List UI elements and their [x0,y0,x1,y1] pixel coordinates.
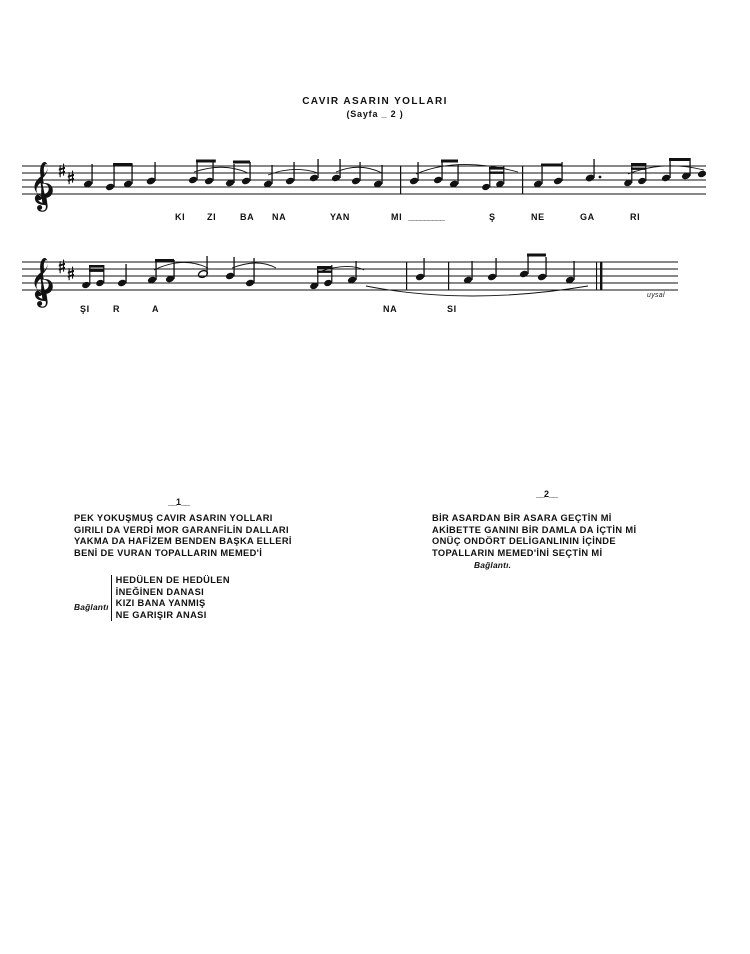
syllable: SI [447,304,457,314]
refrain-label: Bağlantı [74,602,109,613]
music-system-1 [18,148,718,218]
syllable: MI [391,212,403,222]
notes-system-2 [81,254,602,291]
verse-line: GIRILI DA VERDİ MOR GARANFİLİN DALLARI [74,524,289,535]
verse-2 [432,513,636,559]
refrain-line: KIZI BANA YANMIŞ [115,598,206,609]
verse-line: BENİ DE VURAN TOPALLARIN MEMED'İ [74,547,263,558]
verse-line: YAKMA DA HAFİZEM BENDEN BAŞKA ELLERİ [74,536,292,547]
verse-number-1: __1__ [168,497,190,507]
verse-line: AKİBETTE GANINI BİR DAMLA DA İÇTİN Mİ [432,524,637,535]
syllable: BA [240,212,255,222]
syllable: ŞI [80,304,90,314]
refrain-line: HEDÜLEN DE HEDÜLEN [115,575,230,585]
verse-line: ONÜÇ ONDÖRT DELİGANLININ İÇİNDE [432,536,616,547]
refrain-label-verse-2: Bağlantı. [474,560,512,570]
syllable: YAN [330,212,350,222]
syllable: Ş [489,212,496,222]
syllable: NA [272,212,287,222]
page-subtitle: (Sayfa _ 2 ) [346,109,404,119]
refrain-lines [111,575,230,621]
refrain-line: NE GARIŞIR ANASI [115,609,207,620]
key-signature-sharps-1 [59,164,74,185]
verse-line: TOPALLARIN MEMED'İNİ SEÇTİN Mİ [432,547,603,558]
syllable: NA [383,304,398,314]
verse-1 [74,513,292,559]
refrain-line: İNEĞİNEN DANASI [115,586,205,597]
title-block [0,96,750,119]
key-signature-sharps-2 [59,260,74,281]
staff-lines-1 [22,166,706,194]
notes-system-1 [83,158,707,194]
refrain-block [74,575,230,621]
lyric-syllables-system-1 [0,212,750,226]
syllable: NE [531,212,545,222]
slurs-system-2 [154,262,588,296]
syllable: ZI [207,212,217,222]
page-title: CAVIR ASARIN YOLLARI [302,96,448,107]
syllable-extender: _________ [408,212,445,222]
syllable: A [152,304,160,314]
verse-line: PEK YOKUŞMUŞ CAVIR ASARIN YOLLARI [74,513,273,523]
attribution-mark: uysal [647,292,665,299]
syllable: R [113,304,121,314]
lyric-syllables-system-2 [0,304,750,318]
syllable: RI [630,212,641,222]
syllable: GA [580,212,595,222]
verse-number-2: __2__ [536,489,558,499]
syllable: KI [175,212,186,222]
verse-line: BİR ASARDAN BİR ASARA GEÇTİN Mİ [432,513,612,523]
